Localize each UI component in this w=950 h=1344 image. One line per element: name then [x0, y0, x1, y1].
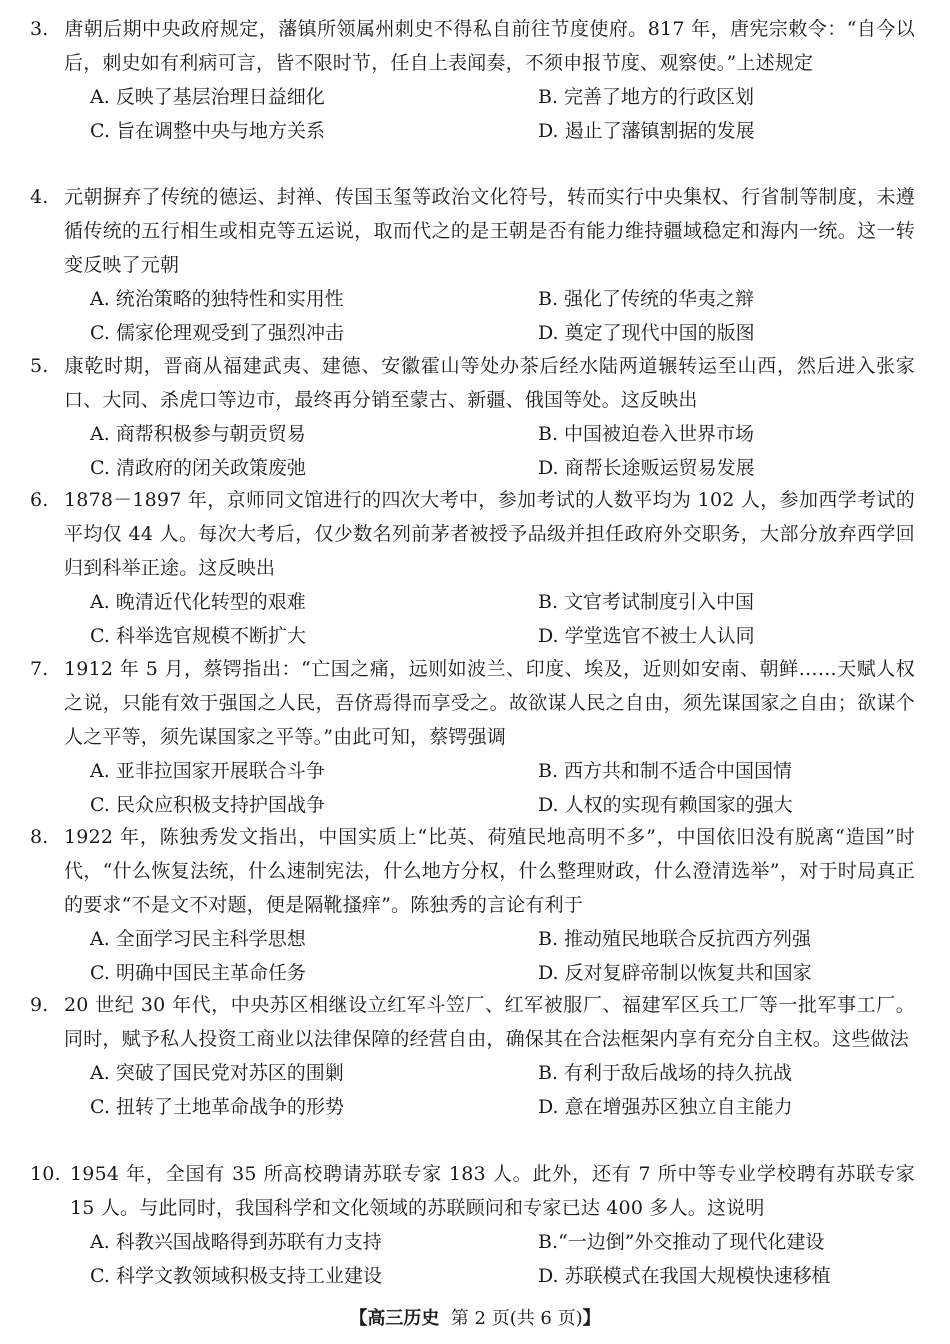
question-text: 1922 年，陈独秀发文指出，中国实质上“比英、荷殖民地高明不多”，中国依旧没有脱离“造国”时代，“什么恢复法统，什么速制宪法，什么地方分权，什么整理财政，什么澄清选举”，对于时局真正的要求“不是文不对题，便是隔靴搔痒”。陈独秀的言论有利于 — [64, 826, 915, 916]
option-c: C. 清政府的闭关政策废弛 — [90, 457, 306, 479]
option-d: D. 学堂选官不被士人认同 — [538, 625, 755, 647]
footer-page-number: 第 2 页(共 6 页) — [450, 1308, 583, 1329]
footer-close-bracket: 】 — [582, 1308, 601, 1329]
question-stem — [30, 988, 915, 1056]
option-d: D. 反对复辟帝制以恢复共和国家 — [538, 962, 812, 984]
options-grid — [30, 282, 915, 350]
option-d: D. 遏止了藩镇割据的发展 — [538, 120, 755, 142]
question-9 — [30, 988, 915, 1124]
option-d: D. 商帮长途贩运贸易发展 — [538, 457, 755, 479]
option-c: C. 科举选官规模不断扩大 — [90, 625, 306, 647]
question-7 — [30, 652, 915, 822]
question-3 — [30, 12, 915, 148]
question-stem — [30, 180, 915, 282]
question-4 — [30, 180, 915, 350]
option-c: C. 民众应积极支持护国战争 — [90, 794, 325, 816]
option-a: A. 亚非拉国家开展联合斗争 — [90, 760, 325, 782]
question-stem — [30, 483, 915, 585]
options-grid — [30, 585, 915, 653]
question-stem — [30, 652, 915, 754]
option-c: C. 旨在调整中央与地方关系 — [90, 120, 325, 142]
option-a: A. 晚清近代化转型的艰难 — [90, 591, 306, 613]
option-d: D. 奠定了现代中国的版图 — [538, 322, 755, 344]
question-stem — [30, 12, 915, 80]
question-number: 8. — [30, 826, 49, 848]
page-footer — [0, 1305, 950, 1333]
question-stem — [30, 1157, 915, 1225]
option-b: B. 有利于敌后战场的持久抗战 — [538, 1062, 793, 1084]
option-b: B. 推动殖民地联合反抗西方列强 — [538, 928, 812, 950]
question-10 — [30, 1157, 915, 1293]
options-grid — [30, 922, 915, 990]
option-a: A. 反映了基层治理日益细化 — [90, 86, 325, 108]
options-grid — [30, 80, 915, 148]
question-stem — [30, 349, 915, 417]
question-text: 1954 年，全国有 35 所高校聘请苏联专家 183 人。此外，还有 7 所中等专业学校聘有苏联专家 15 人。与此同时，我国科学和文化领域的苏联顾问和专家已达 400 多人。这说明 — [70, 1163, 915, 1219]
question-text: 20 世纪 30 年代，中央苏区相继设立红军斗笠厂、红军被服厂、福建军区兵工厂等一批军事工厂。同时，赋予私人投资工商业以法律保障的经营自由，确保其在合法框架内享有充分自主权。这些做法 — [64, 994, 915, 1050]
question-stem — [30, 820, 915, 922]
question-number: 3. — [30, 18, 49, 40]
option-d: D. 苏联模式在我国大规模快速移植 — [538, 1265, 831, 1287]
option-b: B. 文官考试制度引入中国 — [538, 591, 755, 613]
option-b: B. 西方共和制不适合中国国情 — [538, 760, 793, 782]
option-c: C. 明确中国民主革命任务 — [90, 962, 306, 984]
question-text: 1912 年 5 月，蔡锷指出：“亡国之痛，远则如波兰、印度、埃及，近则如安南、朝鲜……天赋人权之说，只能有效于强国之人民，吾侪焉得而享受之。故欲谋人民之自由，须先谋国家之自由；欲谋个人之平等，须先谋国家之平等。”由此可知，蔡锷强调 — [64, 658, 915, 748]
footer-subject: 高三历史 — [367, 1308, 440, 1329]
question-text: 康乾时期，晋商从福建武夷、建德、安徽霍山等处办茶后经水陆两道辗转运至山西，然后进入张家口、大同、杀虎口等边市，最终再分销至蒙古、新疆、俄国等处。这反映出 — [64, 355, 915, 411]
option-b: B. 完善了地方的行政区划 — [538, 86, 755, 108]
option-d: D. 意在增强苏区独立自主能力 — [538, 1096, 793, 1118]
option-a: A. 商帮积极参与朝贡贸易 — [90, 423, 306, 445]
question-text: 唐朝后期中央政府规定，藩镇所领属州刺史不得私自前往节度使府。817 年，唐宪宗敕令：“自今以后，刺史如有利病可言，皆不限时节，任自上表闻奏，不须申报节度、观察使。”上述规定 — [64, 18, 915, 74]
question-number: 10. — [30, 1163, 61, 1185]
footer-open-bracket: 【 — [349, 1308, 368, 1329]
question-number: 9. — [30, 994, 49, 1016]
option-a: A. 全面学习民主科学思想 — [90, 928, 306, 950]
question-number: 5. — [30, 355, 49, 377]
option-c: C. 儒家伦理观受到了强烈冲击 — [90, 322, 344, 344]
options-grid — [30, 1056, 915, 1124]
question-8 — [30, 820, 915, 990]
option-a: A. 科教兴国战略得到苏联有力支持 — [90, 1231, 382, 1253]
options-grid — [30, 417, 915, 485]
question-number: 4. — [30, 186, 49, 208]
question-5 — [30, 349, 915, 485]
question-text: 1878－1897 年，京师同文馆进行的四次大考中，参加考试的人数平均为 102 人，参加西学考试的平均仅 44 人。每次大考后，仅少数名列前茅者被授予品级并担任政府外交职务，大部分放弃西学回归到科举正途。这反映出 — [64, 489, 915, 579]
option-a: A. 突破了国民党对苏区的围剿 — [90, 1062, 344, 1084]
question-text: 元朝摒弃了传统的德运、封禅、传国玉玺等政治文化符号，转而实行中央集权、行省制等制度，未遵循传统的五行相生或相克等五运说，取而代之的是王朝是否有能力维持疆域稳定和海内一统。这一转变反映了元朝 — [64, 186, 915, 276]
option-c: C. 科学文教领域积极支持工业建设 — [90, 1265, 382, 1287]
option-b: B.“一边倒”外交推动了现代化建设 — [538, 1231, 825, 1253]
question-number: 6. — [30, 489, 49, 511]
question-6 — [30, 483, 915, 653]
question-number: 7. — [30, 658, 49, 680]
option-a: A. 统治策略的独特性和实用性 — [90, 288, 344, 310]
option-b: B. 中国被迫卷入世界市场 — [538, 423, 755, 445]
option-b: B. 强化了传统的华夷之辩 — [538, 288, 755, 310]
option-c: C. 扭转了土地革命战争的形势 — [90, 1096, 344, 1118]
option-d: D. 人权的实现有赖国家的强大 — [538, 794, 793, 816]
options-grid — [30, 754, 915, 822]
options-grid — [30, 1225, 915, 1293]
